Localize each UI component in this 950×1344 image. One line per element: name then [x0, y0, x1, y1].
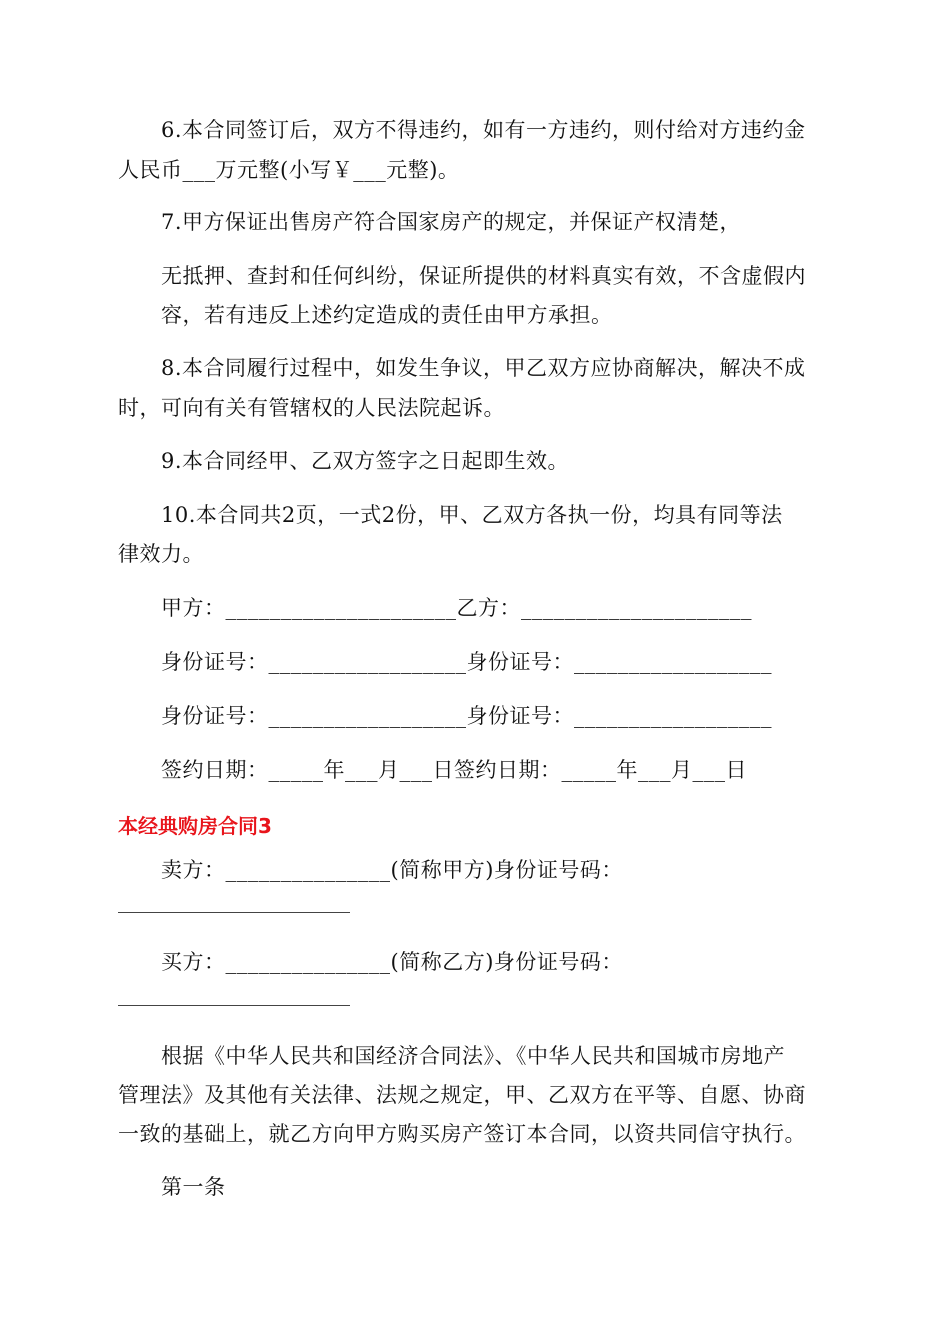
article-1-heading: 第一条	[161, 1175, 226, 1199]
legal-basis-line-3: 一致的基础上，就乙方向甲方购买房产签订本合同，以资共同信守执行。	[118, 1122, 806, 1146]
clause-10-line-2: 律效力。	[118, 542, 204, 566]
legal-basis-line-2: 管理法》及其他有关法律、法规之规定，甲、乙双方在平等、自愿、协商	[118, 1083, 806, 1107]
clause-7-line-3: 容，若有违反上述约定造成的责任由甲方承担。	[161, 303, 613, 327]
clause-7-line-2: 无抵押、查封和任何纠纷，保证所提供的材料真实有效，不含虚假内	[161, 264, 806, 288]
seller-id-blank	[118, 912, 350, 913]
section-heading: 本经典购房合同3	[118, 814, 272, 838]
legal-basis-line-1: 根据《中华人民共和国经济合同法》、《中华人民共和国城市房地产	[161, 1044, 785, 1068]
signature-parties: 甲方：_____________________乙方：_____________________	[161, 596, 752, 620]
signature-id-number-1: 身份证号：__________________身份证号：__________________	[161, 650, 772, 674]
clause-6-line-1: 6.本合同签订后，双方不得违约，如有一方违约，则付给对方违约金	[161, 118, 806, 142]
clause-8-line-2: 时，可向有关有管辖权的人民法院起诉。	[118, 396, 505, 420]
signature-date: 签约日期：_____年___月___日签约日期：_____年___月___日	[161, 758, 747, 782]
clause-6-line-2: 人民币___万元整(小写￥___元整)。	[118, 158, 460, 182]
clause-9: 9.本合同经甲、乙双方签字之日起即生效。	[161, 449, 570, 473]
signature-id-number-2: 身份证号：__________________身份证号：__________________	[161, 704, 772, 728]
seller-line: 卖方：_______________(简称甲方)身份证号码：	[161, 858, 623, 882]
buyer-line: 买方：_______________(简称乙方)身份证号码：	[161, 950, 623, 974]
clause-7-line-1: 7.甲方保证出售房产符合国家房产的规定，并保证产权清楚，	[161, 210, 742, 234]
clause-8-line-1: 8.本合同履行过程中，如发生争议，甲乙双方应协商解决，解决不成	[161, 356, 806, 380]
buyer-id-blank	[118, 1005, 350, 1006]
clause-10-line-1: 10.本合同共2页，一式2份，甲、乙双方各执一份，均具有同等法	[161, 503, 783, 527]
